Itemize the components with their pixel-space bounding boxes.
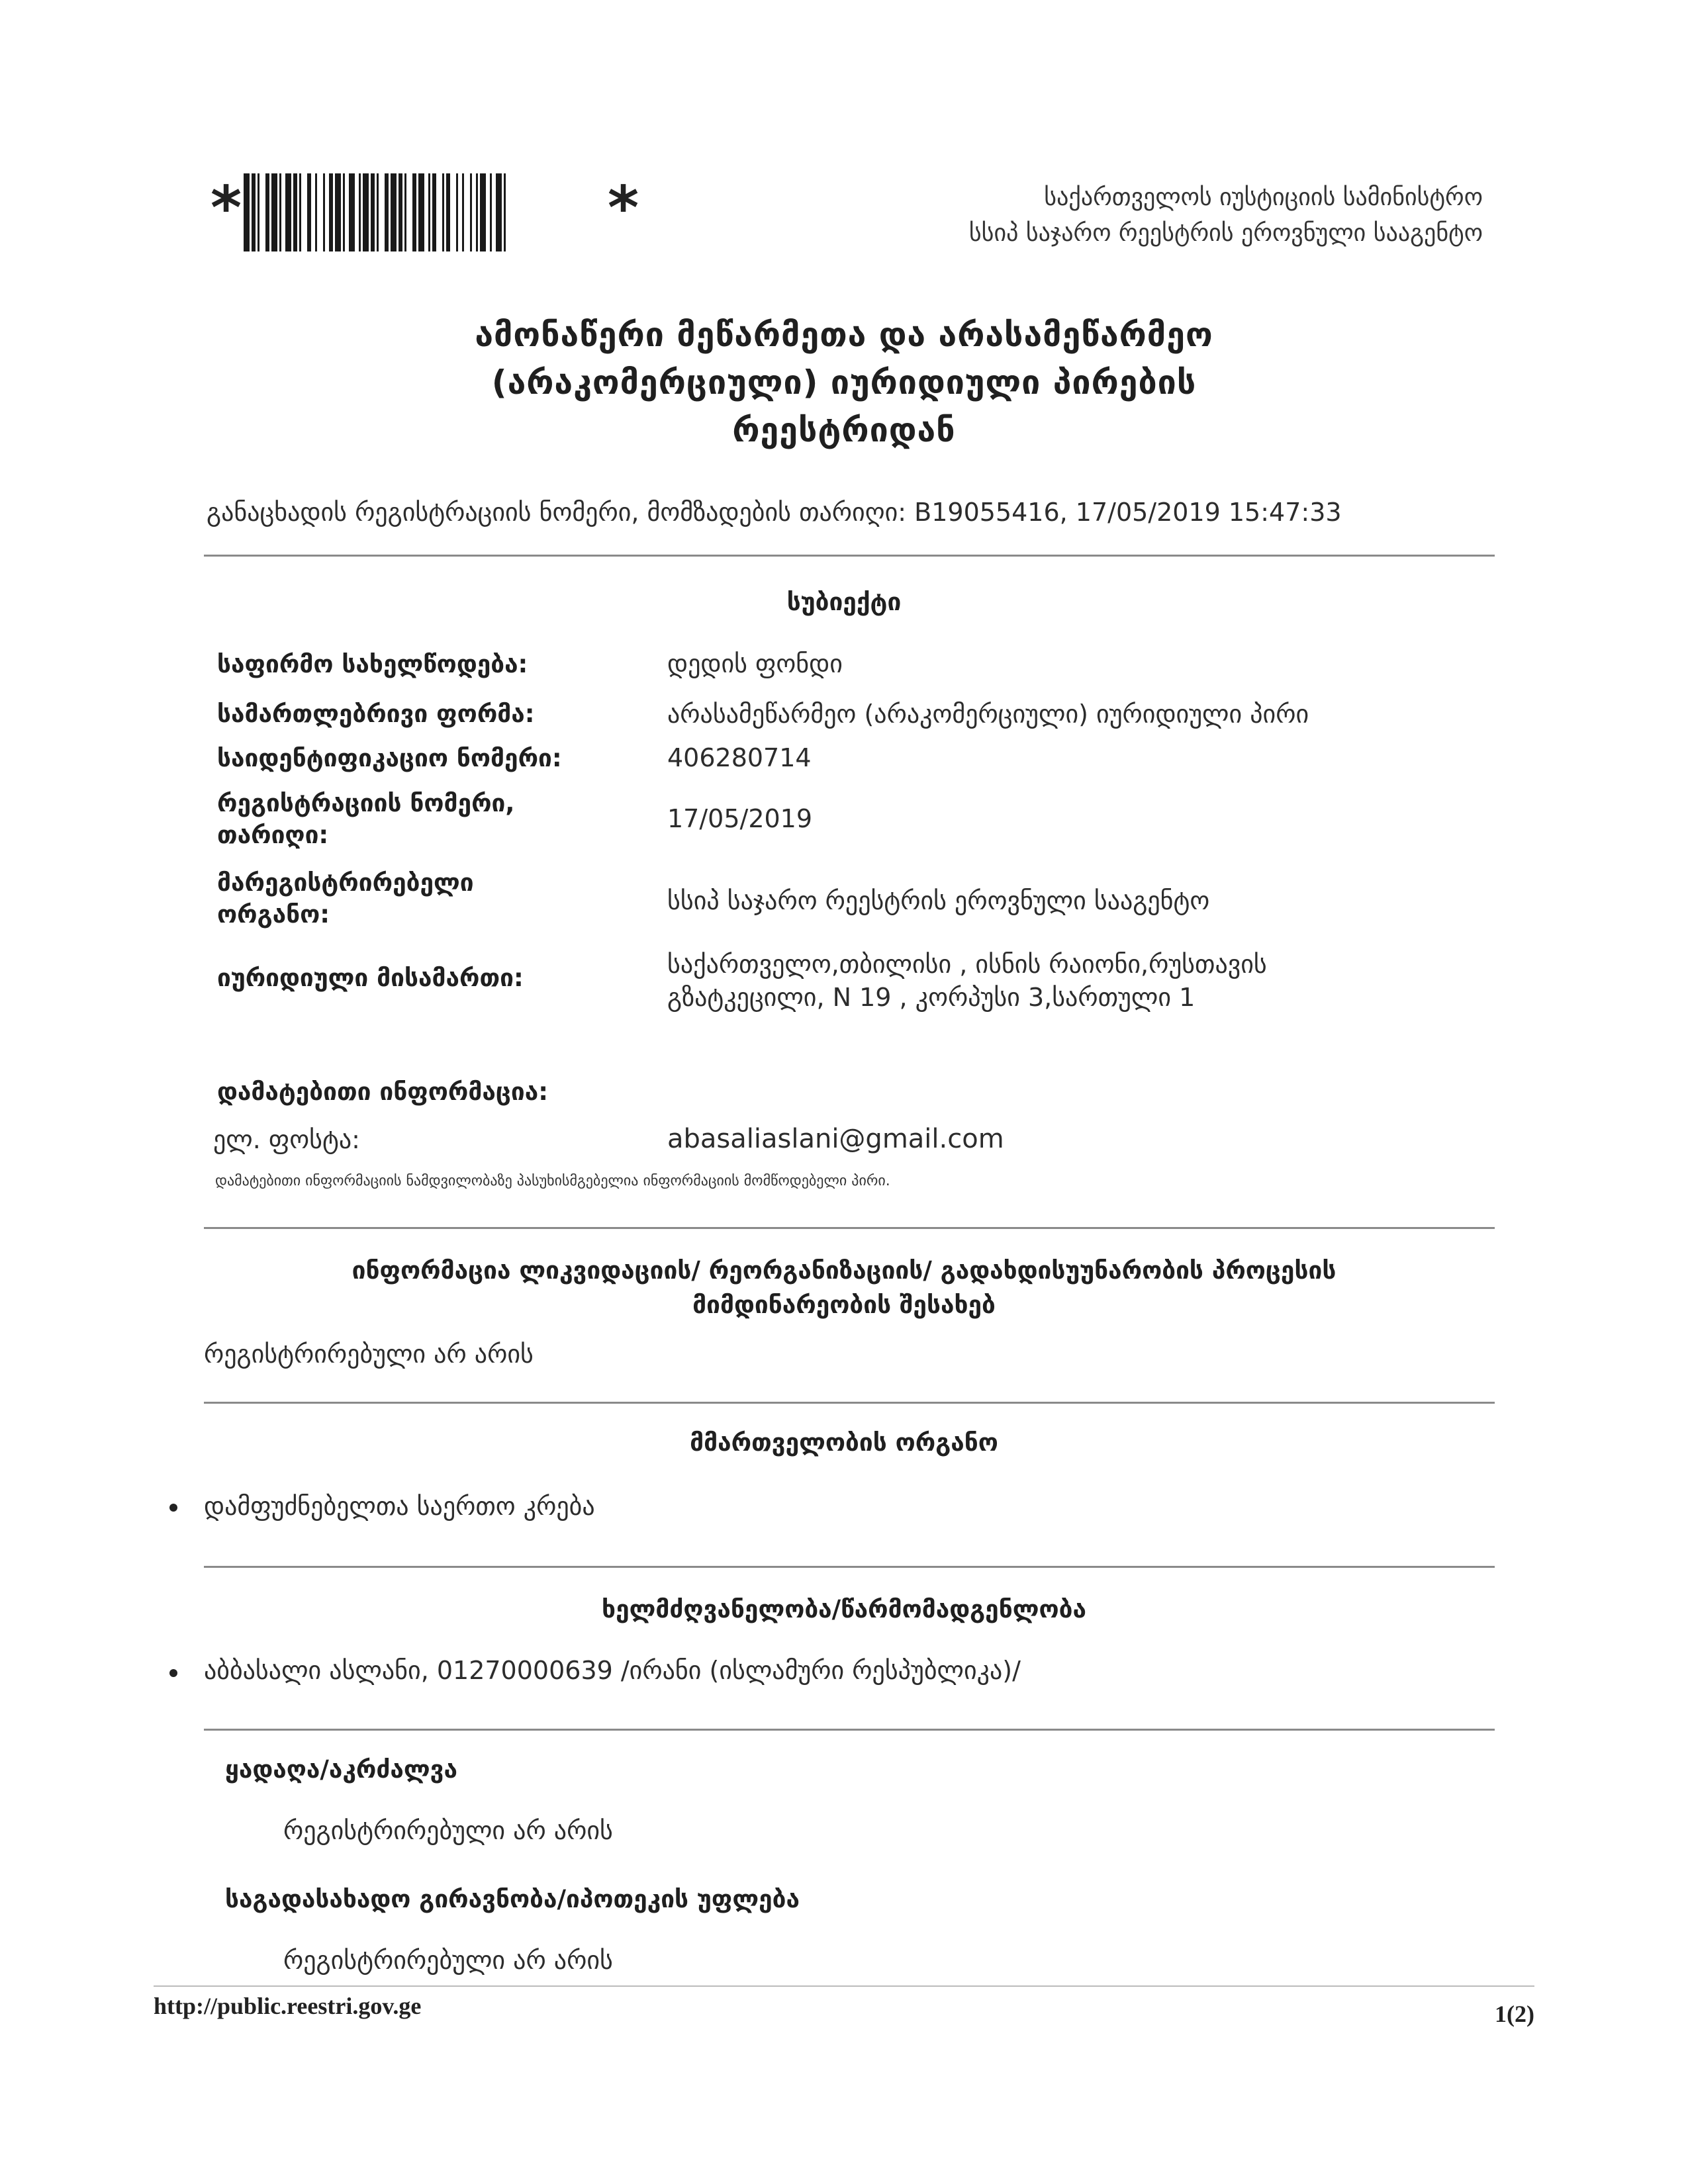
legal-form-value: არასამეწარმეო (არაკომერციული) იურიდიული პირი bbox=[667, 700, 1309, 729]
divider bbox=[204, 555, 1495, 557]
registering-authority-label bbox=[217, 867, 474, 931]
document-title-line-3: რეესტრიდან bbox=[732, 411, 956, 449]
ministry-line-1: საქართველოს იუსტიციის სამინისტრო bbox=[1044, 184, 1483, 211]
governing-body-item: დამფუძნებელთა საერთო კრება bbox=[204, 1492, 595, 1521]
legal-form-label: სამართლებრივი ფორმა: bbox=[217, 700, 535, 728]
company-name-value: დედის ფონდი bbox=[667, 649, 843, 678]
additional-info-disclaimer: დამატებითი ინფორმაციის ნამდვილობაზე პასუხისმგებელია ინფორმაციის მომწოდებელი პირი. bbox=[215, 1173, 890, 1189]
legal-address-value bbox=[667, 948, 1267, 1014]
page-number: 1(2) bbox=[1495, 2001, 1534, 2027]
barcode-end-char: * bbox=[608, 173, 639, 243]
management-heading: ხელმძღვანელობა/წარმომადგენლობა bbox=[602, 1595, 1086, 1623]
registration-number-label bbox=[217, 788, 514, 851]
ministry-line-2: სსიპ საჯარო რეესტრის ეროვნული სააგენტო bbox=[968, 220, 1483, 247]
document-title-line-2: (არაკომერციული) იურიდიული პირების bbox=[491, 363, 1197, 402]
divider bbox=[204, 1566, 1495, 1568]
divider bbox=[204, 1729, 1495, 1731]
tax-lien-status: რეგისტრირებული არ არის bbox=[283, 1946, 613, 1975]
management-item: აბბასალი ასლანი, 01270000639 /ირანი (ისლამური რესპუბლიკა)/ bbox=[204, 1656, 1021, 1685]
registration-number-label-line-2: თარიღი: bbox=[217, 821, 329, 849]
id-number-value: 406280714 bbox=[667, 743, 812, 772]
legal-address-line-1: საქართველო,თბილისი , ისნის რაიონი,რუსთავის bbox=[667, 950, 1267, 979]
barcode bbox=[211, 173, 641, 251]
seizure-heading: ყადაღა/აკრძალვა bbox=[225, 1755, 457, 1784]
liquidation-heading bbox=[0, 1253, 1688, 1322]
registering-authority-label-line-2: ორგანო: bbox=[217, 900, 330, 929]
tax-lien-heading: საგადასახადო გირავნობა/იპოთეკის უფლება bbox=[225, 1885, 800, 1913]
legal-address-line-2: გზატკეცილი, N 19 , კორპუსი 3,სართული 1 bbox=[667, 983, 1196, 1012]
liquidation-status: რეგისტრირებული არ არის bbox=[204, 1340, 534, 1369]
application-number-line: განაცხადის რეგისტრაციის ნომერი, მომზადების თარიღი: B19055416, 17/05/2019 15:47:33 bbox=[207, 498, 1342, 527]
registering-authority-value: სსიპ საჯარო რეესტრის ეროვნული სააგენტო bbox=[667, 886, 1210, 915]
id-number-label: საიდენტიფიკაციო ნომერი: bbox=[217, 744, 562, 772]
governing-body-heading: მმართველობის ორგანო bbox=[690, 1428, 998, 1457]
subject-heading: სუბიექტი bbox=[786, 588, 902, 616]
footer-rule bbox=[154, 1985, 1534, 1987]
seizure-status: რეგისტრირებული არ არის bbox=[283, 1816, 613, 1845]
email-label: ელ. ფოსტა: bbox=[213, 1125, 360, 1154]
barcode-bars bbox=[244, 173, 601, 251]
divider bbox=[204, 1227, 1495, 1229]
bullet-icon bbox=[169, 1504, 177, 1512]
footer-url: http://public.reestri.gov.ge bbox=[154, 1993, 422, 2019]
registration-date-value: 17/05/2019 bbox=[667, 804, 813, 833]
divider bbox=[204, 1402, 1495, 1404]
email-value: abasaliaslani@gmail.com bbox=[667, 1124, 1004, 1154]
barcode-start-char: * bbox=[211, 173, 242, 243]
additional-info-heading: დამატებითი ინფორმაცია: bbox=[217, 1077, 549, 1106]
registration-number-label-line-1: რეგისტრაციის ნომერი, bbox=[217, 789, 515, 817]
registering-authority-label-line-1: მარეგისტრირებელი bbox=[217, 868, 474, 897]
liquidation-heading-line-1: ინფორმაცია ლიკვიდაციის/ რეორგანიზაციის/ გადახდისუუნარობის პროცესის bbox=[352, 1256, 1336, 1285]
liquidation-heading-line-2: მიმდინარეობის შესახებ bbox=[692, 1291, 996, 1319]
bullet-icon bbox=[169, 1669, 177, 1677]
company-name-label: საფირმო სახელწოდება: bbox=[217, 650, 528, 678]
legal-address-label: იურიდიული მისამართი: bbox=[217, 964, 524, 992]
document-title bbox=[0, 311, 1688, 454]
document-title-line-1: ამონაწერი მეწარმეთა და არასამეწარმეო bbox=[475, 316, 1213, 354]
